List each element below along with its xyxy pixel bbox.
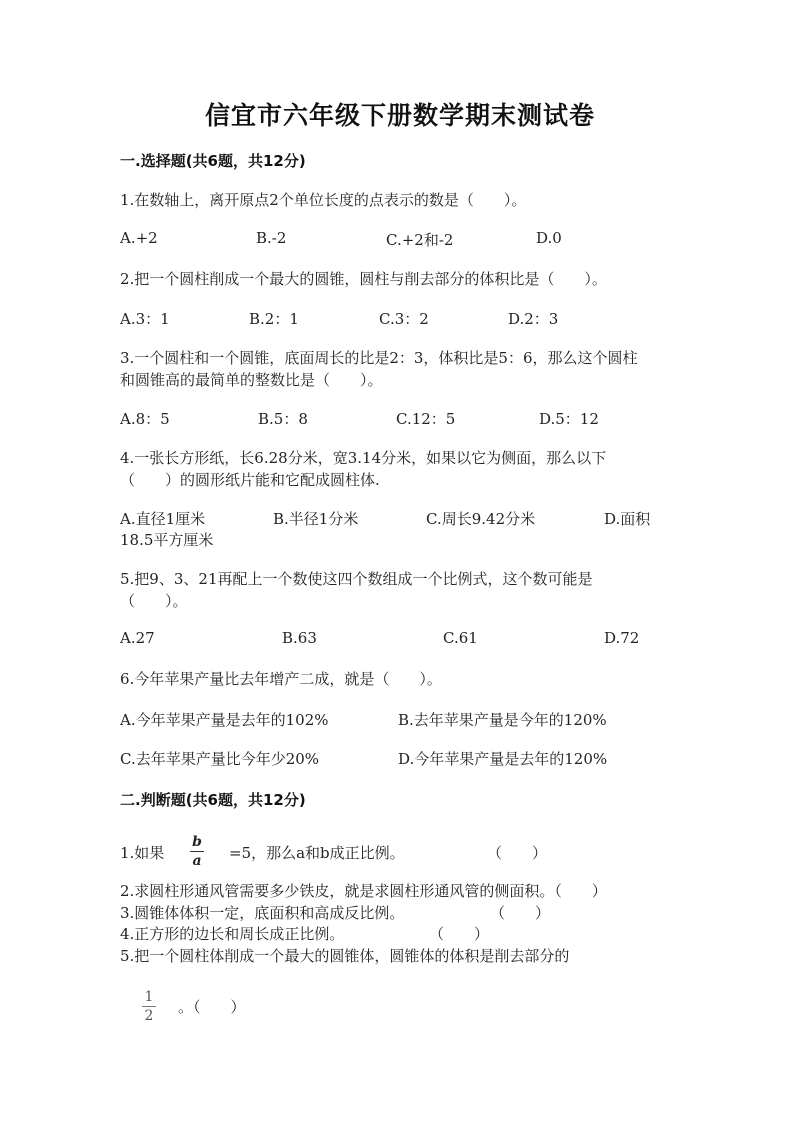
fraction-one-half bbox=[142, 989, 156, 1024]
question-6-text: 6.今年苹果产量比去年增产二成，就是（ ）。 bbox=[120, 670, 442, 688]
judge-question-4-text: 4.正方形的边长和周长成正比例。 bbox=[120, 925, 345, 943]
fraction-denominator: a bbox=[192, 853, 202, 869]
question-3-option-b: B.5：8 bbox=[258, 410, 308, 428]
question-2-option-c: C.3：2 bbox=[379, 310, 429, 328]
judge-question-1-prefix: 1.如果 bbox=[120, 844, 165, 862]
question-1-option-b: B.-2 bbox=[256, 229, 287, 247]
question-1-option-a: A.+2 bbox=[120, 229, 158, 247]
question-6-option-b: B.去年苹果产量是今年的120% bbox=[398, 711, 607, 729]
question-5-option-d: D.72 bbox=[604, 629, 640, 647]
question-5-text-line-2: （ ）。 bbox=[120, 592, 188, 610]
question-3-option-d: D.5：12 bbox=[539, 410, 599, 428]
question-1-option-c: C.+2和-2 bbox=[386, 231, 454, 249]
question-5-option-c: C.61 bbox=[443, 629, 478, 647]
judge-question-4-answer-paren: （ ） bbox=[429, 925, 490, 943]
question-3-text-line-1: 3.一个圆柱和一个圆锥，底面周长的比是2：3，体积比是5：6，那么这个圆柱 bbox=[120, 349, 638, 367]
question-5-text-line-1: 5.把9、3、21再配上一个数使这四个数组成一个比例式，这个数可能是 bbox=[120, 570, 593, 588]
fraction-bar bbox=[190, 851, 204, 852]
fraction-bar bbox=[142, 1006, 156, 1007]
question-6-option-a: A.今年苹果产量是去年的102% bbox=[120, 711, 329, 729]
fraction-b-over-a bbox=[190, 834, 204, 869]
question-2-option-d: D.2：3 bbox=[508, 310, 559, 328]
question-4-text-line-2: （ ）的圆形纸片能和它配成圆柱体. bbox=[120, 471, 380, 489]
question-4-option-d-continued: 18.5平方厘米 bbox=[120, 531, 214, 549]
judge-question-3-text: 3.圆锥体体积一定，底面积和高成反比例。 bbox=[120, 904, 405, 922]
section-heading-true-false: 二.判断题(共6题，共12分) bbox=[120, 791, 306, 809]
judge-question-3-answer-paren: （ ） bbox=[490, 904, 551, 922]
question-2-text: 2.把一个圆柱削成一个最大的圆锥，圆柱与削去部分的体积比是（ ）。 bbox=[120, 270, 607, 288]
question-2-option-b: B.2：1 bbox=[249, 310, 299, 328]
question-4-option-c: C.周长9.42分米 bbox=[426, 510, 536, 528]
question-3-option-a: A.8：5 bbox=[120, 410, 170, 428]
judge-question-5-suffix: 。（ ） bbox=[178, 998, 246, 1016]
question-6-option-d: D.今年苹果产量是去年的120% bbox=[398, 750, 608, 768]
question-1-text: 1.在数轴上，离开原点2个单位长度的点表示的数是（ ）。 bbox=[120, 191, 527, 209]
fraction-numerator: 1 bbox=[144, 989, 154, 1005]
judge-question-5-text: 5.把一个圆柱体削成一个最大的圆锥体，圆锥体的体积是削去部分的 bbox=[120, 947, 570, 965]
question-3-option-c: C.12：5 bbox=[396, 410, 456, 428]
judge-question-1-answer-paren: （ ） bbox=[487, 844, 548, 862]
judge-question-1-suffix: =5，那么a和b成正比例。 bbox=[229, 844, 405, 862]
section-heading-multiple-choice: 一.选择题(共6题，共12分) bbox=[120, 152, 306, 170]
question-4-option-b: B.半径1分米 bbox=[273, 510, 359, 528]
question-4-option-a: A.直径1厘米 bbox=[120, 510, 206, 528]
question-6-option-c: C.去年苹果产量比今年少20% bbox=[120, 750, 320, 768]
page-title: 信宜市六年级下册数学期末测试卷 bbox=[204, 101, 595, 130]
question-1-option-d: D.0 bbox=[536, 229, 562, 247]
question-2-option-a: A.3：1 bbox=[120, 310, 170, 328]
question-4-text-line-1: 4.一张长方形纸，长6.28分米，宽3.14分米，如果以它为侧面，那么以下 bbox=[120, 449, 607, 467]
judge-question-2-text: 2.求圆柱形通风管需要多少铁皮，就是求圆柱形通风管的侧面积。（ ） bbox=[120, 882, 607, 900]
question-5-option-a: A.27 bbox=[120, 629, 155, 647]
fraction-denominator: 2 bbox=[144, 1008, 154, 1024]
fraction-numerator: b bbox=[192, 834, 202, 850]
question-3-text-line-2: 和圆锥高的最简单的整数比是（ ）。 bbox=[120, 371, 383, 389]
question-4-option-d: D.面积 bbox=[604, 510, 651, 528]
question-5-option-b: B.63 bbox=[282, 629, 317, 647]
